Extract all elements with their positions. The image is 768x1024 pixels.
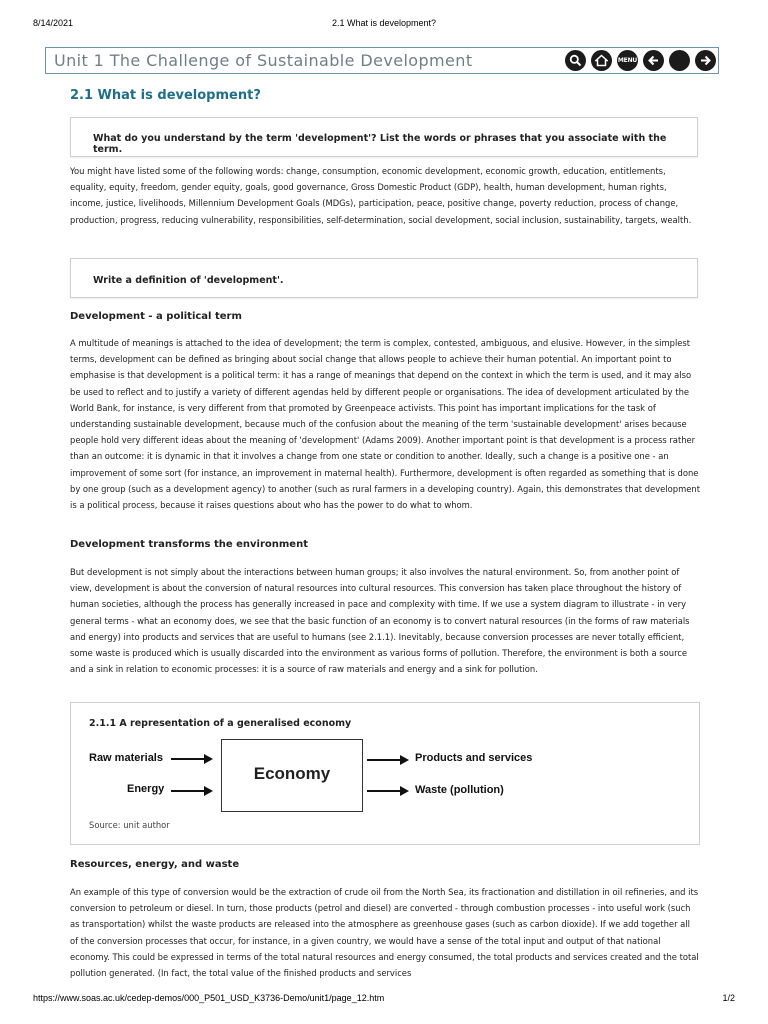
nav-toolbar bbox=[565, 50, 716, 72]
output-products-services: Products and services bbox=[415, 752, 533, 764]
activity-question-2: Write a definition of 'development'. bbox=[93, 275, 284, 286]
paragraph-1: You might have listed some of the following words: change, consumption, economic development, economic growth, education, entitlements, equality, equity, freedom, gender equity, goals, good governance, Gross Domestic Product (GDP), health, human development, human rights, income, justice, livelihoods, Millennium Development Goals (MDGs), participation, peace, positive change, poverty reduction, process of change, production, progress, reducing vulnerability, responsibilities, self-determination, social development, social inclusion, sustainability, targets, wealth. bbox=[70, 166, 692, 225]
heading-resources-energy-waste: Resources, energy, and waste bbox=[70, 859, 240, 870]
economy-box bbox=[221, 739, 363, 812]
figure-source: Source: unit author bbox=[89, 820, 170, 830]
economy-label: Economy bbox=[253, 764, 331, 783]
page-number: 1/2 bbox=[722, 993, 735, 1003]
activity-box-2 bbox=[70, 258, 698, 298]
heading-political-term: Development - a political term bbox=[70, 311, 242, 322]
figure-caption: 2.1.1 A representation of a generalised economy bbox=[89, 718, 352, 729]
output-waste-pollution: Waste (pollution) bbox=[415, 784, 504, 796]
paragraph-4: An example of this type of conversion would be the extraction of crude oil from the North Sea, its fractionation and distillation in oil refineries, and its conversion to petroleum or diesel. In turn, those products (petrol and diesel) are converted - through combustion processes - into useful work (such as transportation) whilst the waste products are released into the atmosphere as greenhouse gases (such as carbon dioxide). If we add together all of the conversion processes that occur, for instance, in a given country, we would have a sense of the total input and output of that national economy. This could be expressed in terms of the total natural resources and energy consumed, the total products and services created and the total pollution generated. (In fact, the total value of the finished products and services bbox=[70, 887, 699, 979]
unit-header-bar bbox=[45, 47, 719, 74]
menu-icon-text: MENU bbox=[617, 56, 638, 64]
print-title: 2.1 What is development? bbox=[331, 18, 437, 28]
unit-title: Unit 1 The Challenge of Sustainable Development bbox=[54, 51, 473, 70]
arrow-raw-materials-icon bbox=[171, 752, 215, 766]
section-title: 2.1 What is development? bbox=[70, 88, 261, 103]
back-icon[interactable] bbox=[643, 50, 664, 71]
arrow-products-icon bbox=[367, 753, 411, 767]
page-url: https://www.soas.ac.uk/cedep-demos/000_P501_USD_K3736-Demo/unit1/page_12.htm bbox=[33, 993, 385, 1003]
next-icon[interactable] bbox=[695, 50, 716, 71]
print-date: 8/14/2021 bbox=[33, 18, 74, 28]
paragraph-2: A multitude of meanings is attached to the idea of development; the term is complex, contested, ambiguous, and elusive. However, in the simplest terms, development can be defined as bringing about social change that allows people to achieve their human potential. An important point to emphasise is that development is a political term: it has a range of meanings that depend on the context in which the term is used, and it may also be used to reflect and to justify a variety of different agendas held by different people or organisations. The idea of development articulated by the World Bank, for instance, is very different from that promoted by Greenpeace activists. This point has important implications for the task of understanding sustainable development, because much of the confusion about the meaning of the term 'sustainable development' arises because people hold very different ideas about the meaning of 'development' (Adams 2009). Another important point is that development is a process rather than an outcome: it is dynamic in that it involves a change from one state or condition to another. Ideally, such a change is a positive one - an improvement of some sort (for instance, an improvement in maternal health). Furthermore, development is often regarded as something that is done by one group (such as a development agency) to another (such as rural farmers in a developing country). Again, this demonstrates that development is a political process, because it raises questions about who has the power to do what to whom. bbox=[70, 338, 700, 511]
search-icon[interactable] bbox=[565, 50, 586, 71]
figure-generalised-economy bbox=[70, 702, 700, 845]
heading-transforms-environment: Development transforms the environment bbox=[70, 539, 308, 550]
arrow-energy-icon bbox=[171, 784, 215, 798]
activity-box-1 bbox=[70, 117, 698, 157]
dot-icon[interactable] bbox=[669, 50, 690, 71]
input-raw-materials: Raw materials bbox=[89, 752, 163, 764]
activity-question-1: What do you understand by the term 'development'? List the words or phrases that you associate with the term. bbox=[93, 133, 667, 155]
arrow-waste-icon bbox=[367, 784, 411, 798]
input-energy: Energy bbox=[127, 783, 165, 795]
home-icon[interactable] bbox=[591, 50, 612, 71]
paragraph-3: But development is not simply about the interactions between human groups; it also involves the natural environment. So, from another point of view, development is about the conversion of natural resources into cultural resources. This conversion has taken place throughout the history of human societies, although the process has generally increased in pace and complexity with time. If we use a system diagram to illustrate - in very general terms - what an economy does, we see that the basic function of an economy is to convert natural resources (in the forms of raw materials and energy) into products and services that are useful to humans (see 2.1.1). Inevitably, because conversion processes are never totally efficient, some waste is produced which is usually discarded into the environment as various forms of pollution. Therefore, the environment is both a source and a sink in relation to economic processes: it is a source of raw materials and energy and a sink for pollution. bbox=[70, 567, 690, 675]
menu-icon[interactable] bbox=[617, 50, 638, 71]
